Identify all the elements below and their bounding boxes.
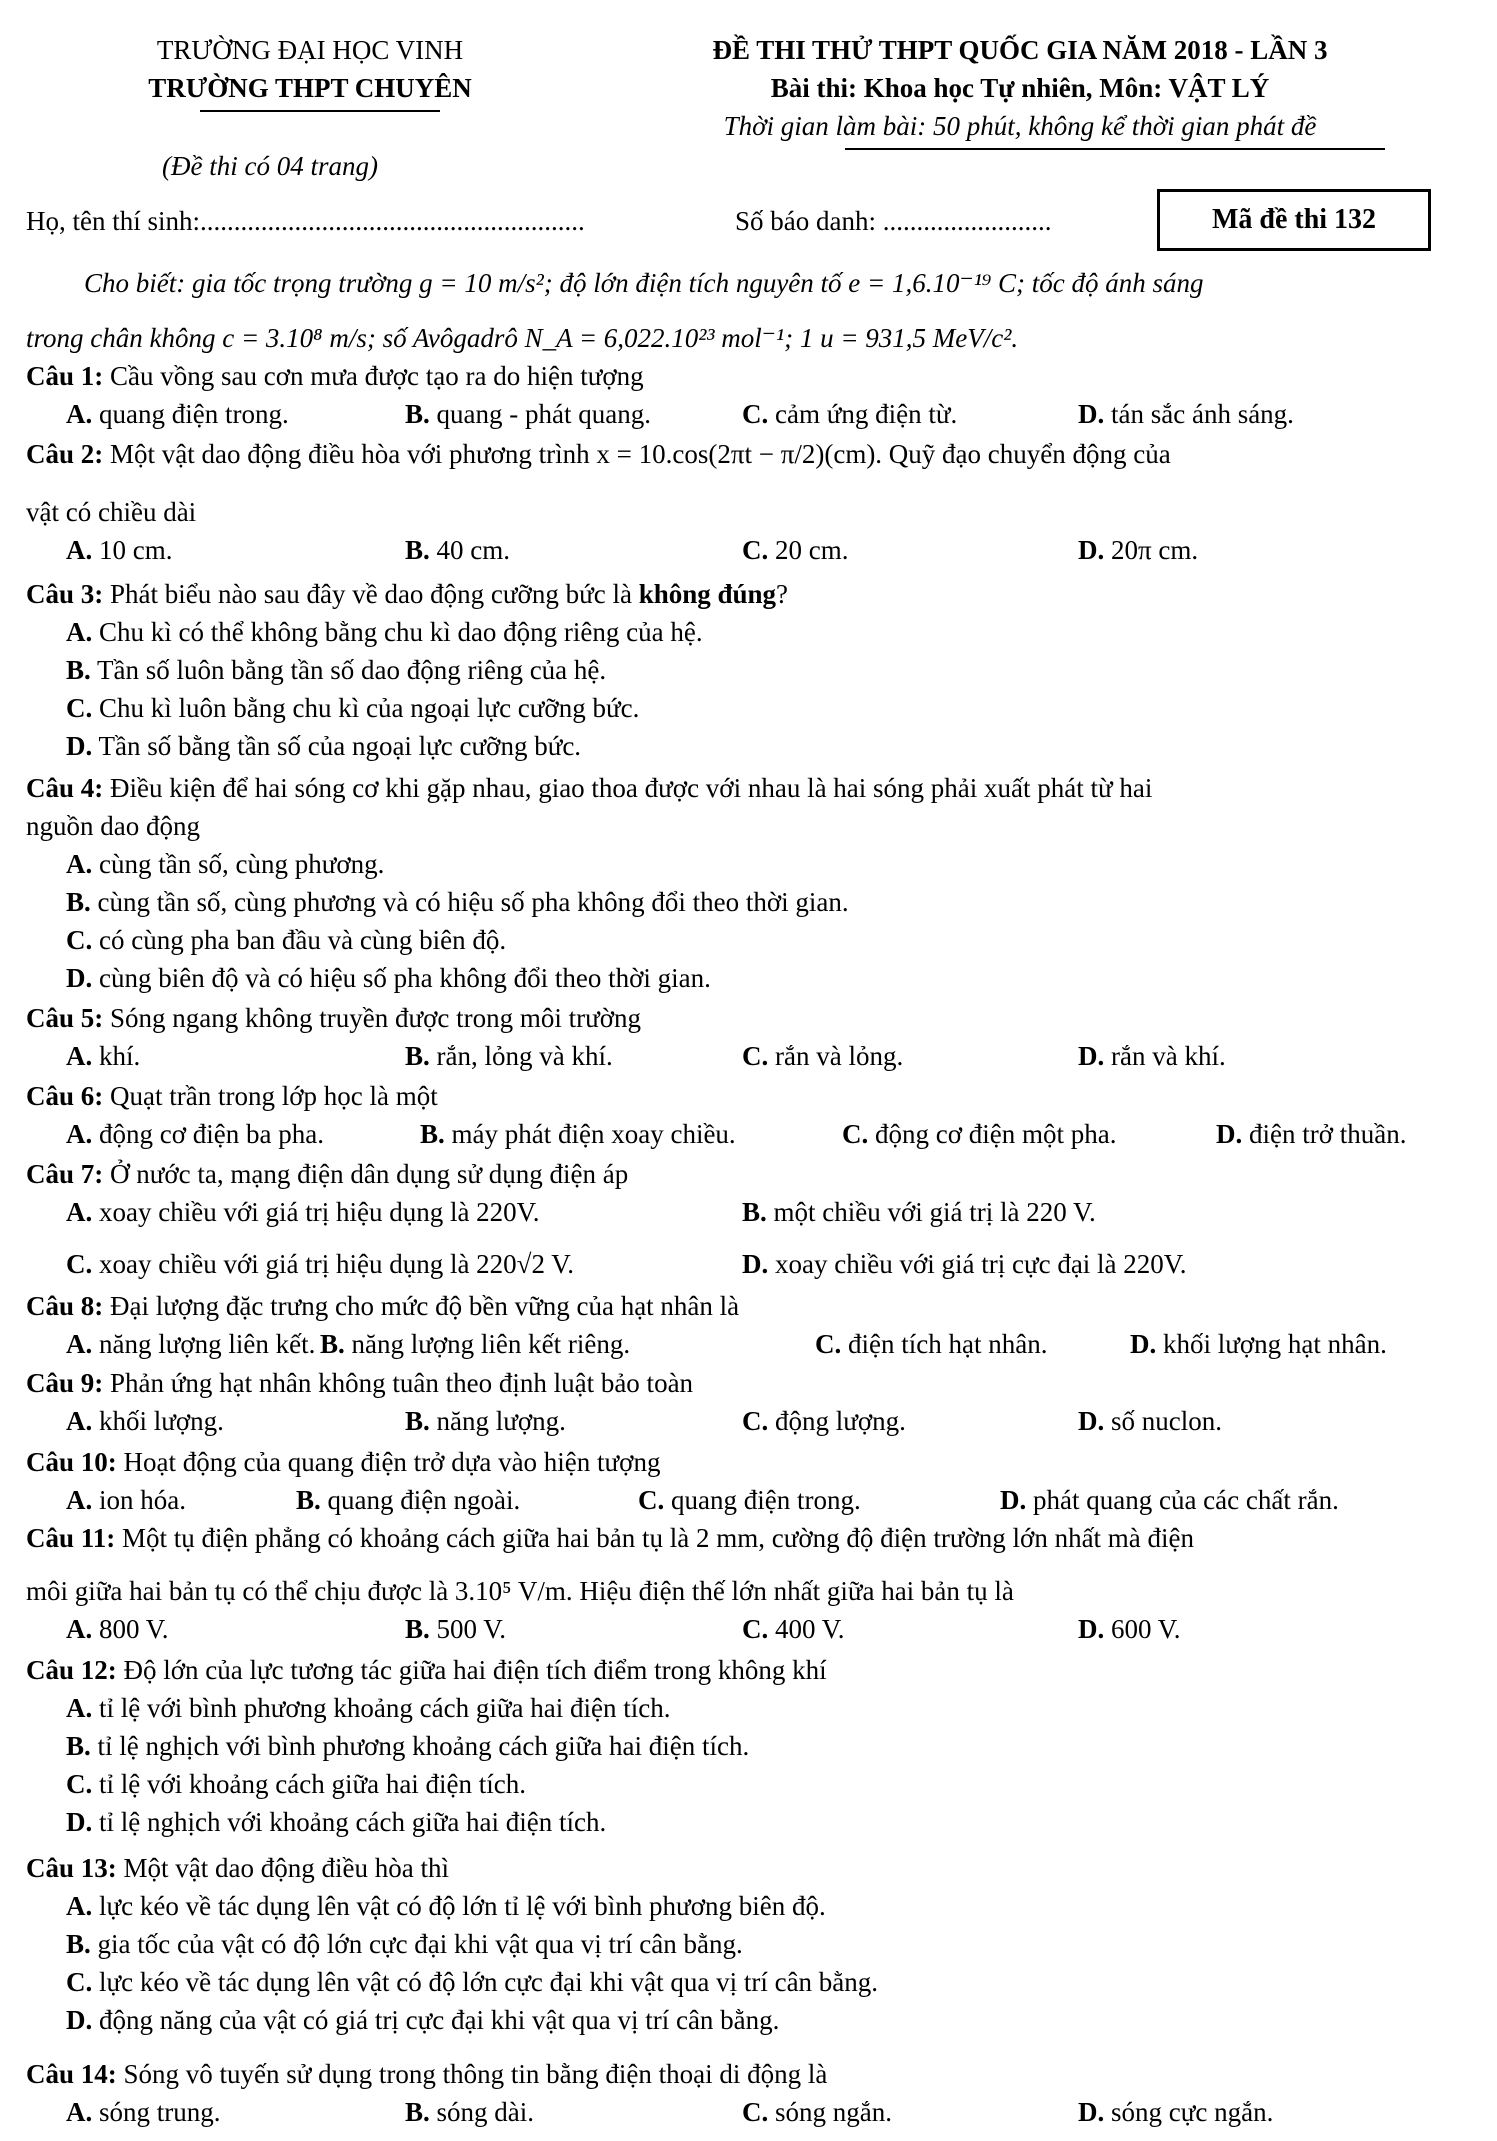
option-letter: B. [405,535,430,565]
divider [845,148,1385,150]
option-text: 10 cm. [92,535,173,565]
question-text: Sóng ngang không truyền được trong môi trường [103,1003,642,1033]
option-text: 600 V. [1104,1614,1181,1644]
question-stem [26,1852,1477,1884]
option-text: cùng tần số, cùng phương. [92,849,385,879]
answer-option[interactable] [66,1966,878,1998]
option-text: xoay chiều với giá trị hiệu dụng là 220V. [92,1197,540,1227]
option-text: động cơ điện ba pha. [92,1119,324,1149]
option-text: rắn và lỏng. [768,1041,904,1071]
option-letter: B. [296,1485,321,1515]
question-label: Câu 9: [26,1368,104,1398]
option-text: Tần số luôn bằng tần số dao động riêng của hệ. [90,655,607,685]
answer-option[interactable] [420,1118,736,1150]
option-text: 40 cm. [429,535,511,565]
answer-option[interactable] [815,1328,1047,1360]
answer-option[interactable] [66,1248,574,1280]
question-stem [26,1446,1477,1478]
answer-option[interactable] [742,398,957,430]
option-text: máy phát điện xoay chiều. [444,1119,736,1149]
option-letter: A. [66,1197,93,1227]
option-text: xoay chiều với giá trị cực đại là 220V. [768,1249,1187,1279]
option-text: khí. [92,1041,141,1071]
option-letter: C. [66,1967,93,1997]
option-letter: C. [815,1329,842,1359]
answer-option[interactable] [742,1040,903,1072]
answer-option[interactable] [1000,1484,1339,1516]
answer-option[interactable] [66,1405,224,1437]
answer-option[interactable] [1078,534,1198,566]
option-letter: D. [1078,2097,1105,2127]
option-text: khối lượng hạt nhân. [1156,1329,1387,1359]
question-label: Câu 5: [26,1003,104,1033]
question-label: Câu 6: [26,1081,104,1111]
question-text-continued: môi giữa hai bản tụ có thể chịu được là 3.10⁵ V/m. Hiệu điện thế lớn nhất giữa hai bản tụ là [26,1576,1014,1606]
option-text: điện trở thuần. [1242,1119,1407,1149]
option-letter: A. [66,1485,93,1515]
question-emphasis: không đúng [638,579,777,609]
option-text: Chu kì có thể không bằng chu kì dao động riêng của hệ. [92,617,703,647]
option-text: 500 V. [429,1614,507,1644]
answer-option[interactable] [1078,2096,1273,2128]
question-label: Câu 13: [26,1853,117,1883]
option-text: rắn và khí. [1104,1041,1226,1071]
option-text: quang điện trong. [664,1485,861,1515]
option-letter: C. [742,1614,769,1644]
answer-option[interactable] [66,1768,526,1800]
question-label: Câu 2: [26,439,104,469]
option-text: năng lượng liên kết riêng. [344,1329,631,1359]
question-text: Ở nước ta, mạng điện dân dụng sử dụng điện áp [103,1159,629,1189]
option-text: một chiều với giá trị là 220 V. [766,1197,1096,1227]
option-letter: C. [66,925,93,955]
answer-option[interactable] [66,534,173,566]
answer-option[interactable] [742,2096,892,2128]
answer-option[interactable] [66,1040,140,1072]
question-stem [26,360,1477,392]
option-letter: C. [842,1119,869,1149]
option-letter: D. [66,963,93,993]
question-stem [26,1002,1477,1034]
question-label: Câu 1: [26,361,104,391]
question-stem [26,1654,1477,1686]
option-letter: D. [66,731,93,761]
option-text: động cơ điện một pha. [868,1119,1117,1149]
answer-option[interactable] [66,1730,749,1762]
question-text: ? [776,579,789,609]
option-letter: A. [66,1614,93,1644]
question-text-continued: nguồn dao động [26,811,200,841]
option-text: tỉ lệ nghịch với khoảng cách giữa hai điện tích. [92,1807,607,1837]
question-text: Hoạt động của quang điện trở dựa vào hiện tượng [116,1447,661,1477]
answer-option[interactable] [66,1890,826,1922]
option-text: rắn, lỏng và khí. [429,1041,613,1071]
option-text: sóng dài. [429,2097,535,2127]
option-letter: C. [66,693,93,723]
answer-option[interactable] [742,1196,1096,1228]
option-letter: B. [405,1041,430,1071]
option-letter: A. [66,1041,93,1071]
candidate-id-field: Số báo danh: ......................... [735,206,1052,236]
option-text: ion hóa. [92,1485,186,1515]
answer-option[interactable] [66,1613,169,1645]
answer-option[interactable] [66,616,703,648]
option-letter: C. [66,1769,93,1799]
question-text-continued: vật có chiều dài [26,497,197,527]
option-letter: D. [1216,1119,1243,1149]
option-letter: C. [742,1406,769,1436]
question-stem [26,578,1477,610]
candidate-name-field: Họ, tên thí sinh:......................................................... [26,206,585,236]
option-letter: D. [1078,1406,1105,1436]
answer-option[interactable] [66,398,289,430]
pages-note: (Đề thi có 04 trang) [162,151,378,181]
option-text: tỉ lệ với khoảng cách giữa hai điện tích. [92,1769,527,1799]
option-text: lực kéo về tác dụng lên vật có độ lớn cực đại khi vật qua vị trí cân bằng. [92,1967,879,1997]
answer-option[interactable] [66,1806,606,1838]
option-letter: D. [1078,1041,1105,1071]
question-text: Đại lượng đặc trưng cho mức độ bền vững của hạt nhân là [103,1291,740,1321]
option-letter: B. [405,1406,430,1436]
school-subname: TRƯỜNG THPT CHUYÊN [148,73,472,103]
exam-subject: Bài thi: Khoa học Tự nhiên, Môn: VẬT LÝ [770,73,1270,103]
option-text: quang điện trong. [92,399,289,429]
question-stem [26,1158,1477,1190]
option-letter: D. [1130,1329,1157,1359]
option-letter: C. [742,2097,769,2127]
option-text: lực kéo về tác dụng lên vật có độ lớn tỉ lệ với bình phương biên độ. [92,1891,826,1921]
question-text: Một tụ điện phẳng có khoảng cách giữa hai bản tụ là 2 mm, cường độ điện trường lớn nhất mà điện [115,1523,1195,1553]
answer-option[interactable] [405,1613,506,1645]
question-stem [26,1522,1477,1554]
question-text: Một vật dao động điều hòa với phương trình x = 10.cos(2πt − π/2)(cm). Quỹ đạo chuyển động của [103,439,1171,469]
option-letter: D. [742,1249,769,1279]
question-label: Câu 3: [26,579,104,609]
answer-option[interactable] [66,886,849,918]
answer-option[interactable] [638,1484,861,1516]
question-text: Quạt trần trong lớp học là một [103,1081,438,1111]
option-letter: A. [66,2097,93,2127]
question-stem [26,2058,1477,2090]
question-text: Phát biểu nào sau đây về dao động cưỡng bức là [103,579,639,609]
option-text: gia tốc của vật có độ lớn cực đại khi vật qua vị trí cân bằng. [90,1929,743,1959]
answer-option[interactable] [66,848,384,880]
question-label: Câu 7: [26,1159,104,1189]
answer-option[interactable] [1078,1040,1226,1072]
option-text: quang - phát quang. [429,399,651,429]
option-text: phát quang của các chất rắn. [1026,1485,1339,1515]
answer-option[interactable] [66,692,639,724]
answer-option[interactable] [66,962,711,994]
answer-option[interactable] [405,534,510,566]
option-letter: D. [66,1807,93,1837]
answer-option[interactable] [742,534,849,566]
answer-option[interactable] [66,2096,221,2128]
option-letter: C. [638,1485,665,1515]
question-text: Cầu vồng sau cơn mưa được tạo ra do hiện tượng [103,361,644,391]
answer-option[interactable] [405,398,651,430]
answer-option[interactable] [320,1328,630,1360]
question-text: Điều kiện để hai sóng cơ khi gặp nhau, giao thoa được với nhau là hai sóng phải xuất phát từ hai [103,773,1153,803]
question-stem [26,1367,1477,1399]
option-text: 20 cm. [768,535,849,565]
option-text: 20π cm. [1104,535,1199,565]
exam-code-box: Mã đề thi 132 [1157,189,1431,251]
answer-option[interactable] [66,730,581,762]
option-letter: C. [742,399,769,429]
option-text: Chu kì luôn bằng chu kì của ngoại lực cưỡng bức. [92,693,640,723]
question-label: Câu 11: [26,1523,116,1553]
question-label: Câu 8: [26,1291,104,1321]
option-letter: B. [66,1731,91,1761]
question-label: Câu 14: [26,2059,117,2089]
option-text: tỉ lệ với bình phương khoảng cách giữa hai điện tích. [92,1693,671,1723]
option-letter: A. [66,849,93,879]
option-letter: D. [1078,399,1105,429]
option-text: cảm ứng điện từ. [768,399,958,429]
answer-option[interactable] [1216,1118,1407,1150]
option-text: động lượng. [768,1406,906,1436]
option-letter: A. [66,535,93,565]
exam-title: ĐỀ THI THỬ THPT QUỐC GIA NĂM 2018 - LẦN 3 [712,35,1328,65]
answer-option[interactable] [66,1692,670,1724]
answer-option[interactable] [405,2096,534,2128]
option-text: năng lượng liên kết. [92,1329,316,1359]
answer-option[interactable] [742,1405,906,1437]
option-letter: A. [66,1891,93,1921]
question-text: Phản ứng hạt nhân không tuân theo định luật bảo toàn [103,1368,694,1398]
option-text: cùng biên độ và có hiệu số pha không đổi theo thời gian. [92,963,711,993]
question-stem [26,772,1477,804]
option-text: sóng trung. [92,2097,221,2127]
option-text: tỉ lệ nghịch với bình phương khoảng cách giữa hai điện tích. [90,1731,750,1761]
option-text: số nuclon. [1104,1406,1222,1436]
answer-option[interactable] [66,1118,324,1150]
question-stem [26,438,1477,470]
answer-option[interactable] [1078,1405,1222,1437]
option-letter: A. [66,1406,93,1436]
option-text: 800 V. [92,1614,169,1644]
answer-option[interactable] [1130,1328,1387,1360]
question-stem [26,1080,1477,1112]
option-letter: A. [66,617,93,647]
question-stem [26,1290,1477,1322]
question-label: Câu 10: [26,1447,117,1477]
option-text: động năng của vật có giá trị cực đại khi vật qua vị trí cân bằng. [92,2005,780,2035]
option-text: cùng tần số, cùng phương và có hiệu số pha không đổi theo thời gian. [90,887,849,917]
option-letter: D. [1078,1614,1105,1644]
answer-option[interactable] [742,1248,1187,1280]
given-constants-line1: Cho biết: gia tốc trọng trường g = 10 m/s²; độ lớn điện tích nguyên tố e = 1,6.10⁻¹⁹ C; tốc độ ánh sáng [84,268,1204,298]
question-label: Câu 12: [26,1655,117,1685]
answer-option[interactable] [1078,1613,1181,1645]
option-letter: D. [66,2005,93,2035]
option-text: tán sắc ánh sáng. [1104,399,1294,429]
given-constants-line2: trong chân không c = 3.10⁸ m/s; số Avôgadrô N_A = 6,022.10²³ mol⁻¹; 1 u = 931,5 MeV/c². [26,323,1019,353]
answer-option[interactable] [66,1928,743,1960]
option-text: Tần số bằng tần số của ngoại lực cưỡng bức. [92,731,582,761]
answer-option[interactable] [66,924,506,956]
answer-option[interactable] [66,2004,779,2036]
option-letter: B. [742,1197,767,1227]
option-text: sóng ngắn. [768,2097,892,2127]
option-letter: B. [405,1614,430,1644]
option-letter: C. [742,535,769,565]
option-letter: A. [66,399,93,429]
answer-option[interactable] [66,1328,315,1360]
option-letter: A. [66,1119,93,1149]
option-letter: B. [405,2097,430,2127]
option-text: sóng cực ngắn. [1104,2097,1274,2127]
option-text: năng lượng. [429,1406,566,1436]
option-letter: B. [405,399,430,429]
answer-option[interactable] [66,1196,539,1228]
option-letter: D. [1078,535,1105,565]
answer-option[interactable] [742,1613,845,1645]
answer-option[interactable] [296,1484,520,1516]
question-text: Sóng vô tuyến sử dụng trong thông tin bằng điện thoại di động là [116,2059,828,2089]
option-letter: B. [420,1119,445,1149]
question-label: Câu 4: [26,773,104,803]
option-text: điện tích hạt nhân. [841,1329,1048,1359]
option-letter: B. [320,1329,345,1359]
option-letter: D. [1000,1485,1027,1515]
option-letter: C. [742,1041,769,1071]
exam-time: Thời gian làm bài: 50 phút, không kể thời gian phát đề [723,111,1317,141]
option-letter: B. [66,1929,91,1959]
question-text: Độ lớn của lực tương tác giữa hai điện tích điểm trong không khí [116,1655,827,1685]
option-text: quang điện ngoài. [320,1485,521,1515]
question-text: Một vật dao động điều hòa thì [116,1853,449,1883]
option-text: xoay chiều với giá trị hiệu dụng là 220√2 V. [92,1249,575,1279]
answer-option[interactable] [842,1118,1116,1150]
option-letter: A. [66,1329,93,1359]
option-letter: B. [66,887,91,917]
option-letter: B. [66,655,91,685]
option-text: khối lượng. [92,1406,224,1436]
answer-option[interactable] [1078,398,1294,430]
option-letter: C. [66,1249,93,1279]
option-text: 400 V. [768,1614,845,1644]
answer-option[interactable] [66,1484,186,1516]
option-letter: A. [66,1693,93,1723]
answer-option[interactable] [66,654,606,686]
answer-option[interactable] [405,1405,566,1437]
divider [200,110,440,112]
school-name: TRƯỜNG ĐẠI HỌC VINH [156,35,464,65]
answer-option[interactable] [405,1040,613,1072]
option-text: có cùng pha ban đầu và cùng biên độ. [92,925,507,955]
